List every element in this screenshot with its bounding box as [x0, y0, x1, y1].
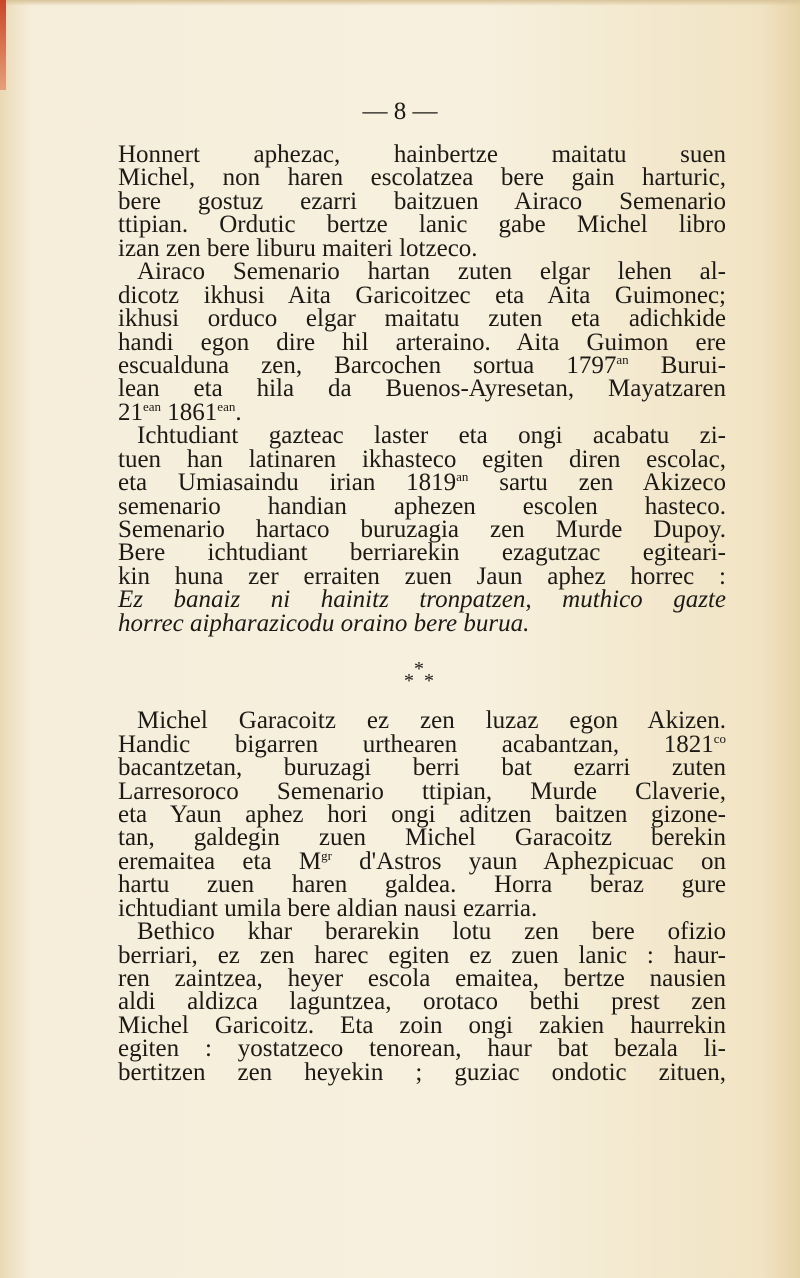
text-run: eta Yaun aphez hori ongi aditzen baitzen gizone- — [118, 800, 726, 828]
text-run: Larresoroco Semenario ttipian, Murde Claverie, — [118, 777, 726, 805]
text-run: eremaitea eta M — [118, 847, 322, 875]
text-line — [118, 707, 726, 735]
asterism — [118, 635, 726, 709]
text-line — [118, 258, 726, 286]
text-line — [118, 143, 726, 166]
binding-mark — [0, 0, 6, 90]
text-run: tuen han latinaren ikhasteco egiten diren escolac, — [118, 445, 726, 473]
text-line — [118, 918, 726, 946]
text-run: ikhusi orduco elgar maitatu zuten eta adichkide — [118, 305, 726, 333]
text-line — [118, 422, 726, 450]
text-run: 21 — [118, 398, 143, 426]
text-line — [118, 328, 726, 356]
text-run: Semenario hartaco buruzagia zen Murde Dupoy. — [118, 516, 726, 543]
text-line — [118, 539, 726, 567]
text-line — [118, 562, 726, 590]
text-line — [118, 398, 726, 426]
superscript: co — [713, 730, 726, 746]
superscript: an — [456, 469, 469, 485]
text-line — [118, 305, 726, 333]
text-line — [118, 824, 726, 852]
asterism-star: * — [424, 670, 434, 693]
text-run: izan zen bere liburu maiteri lotzeco. — [118, 234, 478, 262]
text-line — [118, 730, 726, 758]
text-run: Bethico khar berarekin lotu zen bere ofizio — [137, 918, 726, 946]
paragraph — [118, 920, 726, 1084]
text-line — [118, 469, 726, 497]
text-run: Airaco Semenario hartan zuten elgar lehen al- — [137, 258, 726, 286]
text-run: lean eta hila da Buenos-Ayresetan, Mayatzaren — [118, 375, 726, 403]
text-run: . — [235, 398, 242, 426]
superscript: ean — [217, 398, 236, 414]
text-line — [118, 375, 726, 403]
text-run: egiten : yostatzeco tenorean, haur bat bezala li- — [118, 1035, 726, 1063]
text-run: kin huna zer erraiten zuen Jaun aphez horrec : — [118, 562, 726, 590]
text-run: Michel Garacoitz ez zen luzaz egon Akizen. — [137, 707, 726, 735]
text-run: Burui- — [628, 351, 727, 379]
text-line — [118, 492, 726, 520]
text-run: Bere ichtudiant berriarekin ezagutzac egiteari- — [118, 539, 726, 567]
paragraph — [118, 424, 726, 635]
text-run: escualduna zen, Barcochen sortua 1797 — [118, 351, 617, 379]
asterism-star: * — [404, 670, 414, 693]
text-run: 1861 — [161, 398, 218, 426]
text-run: tan, galdegin zuen Michel Garacoitz berekin — [118, 824, 726, 852]
text-line — [118, 609, 726, 637]
text-run: dicotz ikhusi Aita Garicoitzec eta Aita Guimonec; — [118, 281, 726, 309]
text-line — [118, 847, 726, 875]
text-line — [118, 967, 726, 990]
asterism-star: * — [414, 658, 424, 681]
text-line — [118, 988, 726, 1016]
text-line — [118, 894, 726, 922]
superscript: gr — [321, 847, 332, 863]
text-line — [118, 777, 726, 805]
text-run: bacantzetan, buruzagi berri bat ezarri zuten — [118, 754, 726, 782]
text-run: eta Umiasaindu irian 1819 — [118, 469, 457, 497]
text-line — [118, 941, 726, 969]
text-run: ren zaintzea, heyer escola emaitea, bertze nausien — [118, 965, 726, 992]
text-line — [118, 1035, 726, 1063]
text-run: d'Astros yaun Aphezpicuac on — [331, 847, 726, 875]
paragraph — [118, 260, 726, 424]
text-run: Ichtudiant gazteac laster eta ongi acabatu zi- — [137, 422, 726, 450]
text-line — [118, 518, 726, 541]
text-line — [118, 234, 726, 262]
text-run: Michel Garicoitz. Eta zoin ongi zakien haurrekin — [118, 1011, 726, 1039]
text-run: ttipian. Ordutic bertze lanic gabe Michel libro — [118, 211, 726, 239]
text-run: bere gostuz ezarri baitzuen Airaco Semenario — [118, 187, 726, 215]
text-run: sartu zen Akizeco — [468, 469, 726, 497]
body-text — [118, 143, 726, 1084]
text-line — [118, 164, 726, 192]
text-line — [118, 445, 726, 473]
text-line — [118, 586, 726, 614]
text-run: aldi aldizca laguntzea, orotaco bethi prest zen — [118, 988, 726, 1016]
text-run: Ez banaiz ni hainitz tronpatzen, muthico gazte — [118, 586, 726, 614]
paragraph — [118, 143, 726, 260]
text-run: semenario handian aphezen escolen hasteco. — [118, 492, 726, 520]
text-run: Michel, non haren escolatzea bere gain harturic, — [118, 164, 726, 192]
text-line — [118, 871, 726, 899]
text-line — [118, 800, 726, 828]
text-line — [118, 754, 726, 782]
text-line — [118, 211, 726, 239]
text-line — [118, 351, 727, 379]
superscript: an — [616, 351, 629, 367]
text-run: handi egon dire hil arteraino. Aita Guimon ere — [118, 328, 726, 356]
page-number: — 8 — — [362, 98, 438, 125]
text-run: ichtudiant umila bere aldian nausi ezarria. — [118, 894, 538, 922]
text-run: bertitzen zen heyekin ; guziac ondotic zituen, — [118, 1058, 726, 1086]
page-top-edge — [0, 0, 800, 6]
text-run: hartu zuen haren galdea. Horra beraz gure — [118, 871, 726, 899]
text-line — [118, 281, 726, 309]
paragraph — [118, 709, 726, 920]
text-run: berriari, ez zen harec egiten ez zuen lanic : haur- — [118, 941, 726, 969]
text-run: Handic bigarren urthearen acabantzan, 1821 — [118, 730, 714, 758]
text-run: Honnert aphezac, hainbertze maitatu suen — [118, 141, 726, 168]
text-run: horrec aipharazicodu oraino bere burua. — [118, 609, 530, 637]
text-line — [118, 1058, 726, 1086]
text-line — [118, 1011, 726, 1039]
text-line — [118, 187, 726, 215]
superscript: ean — [143, 398, 162, 414]
